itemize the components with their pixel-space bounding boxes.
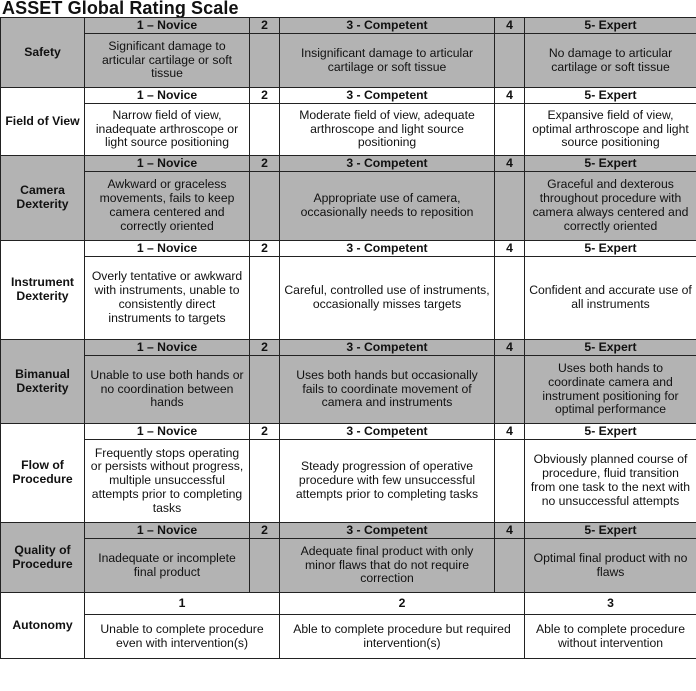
description-cell: Significant damage to articular cartilage or soft tissue xyxy=(85,34,250,88)
level-header: 2 xyxy=(250,88,280,104)
camera-dexterity-description-row xyxy=(1,172,696,241)
level-header: 2 xyxy=(250,241,280,257)
level-header: 4 xyxy=(495,241,525,257)
empty-cell xyxy=(250,172,280,241)
level-header: 5- Expert xyxy=(525,18,696,34)
description-cell: Obviously planned course of procedure, fluid transition from one task to the next with no unsuccessful attempts xyxy=(525,440,696,523)
field-of-view-header-row xyxy=(1,88,696,104)
level-header: 5- Expert xyxy=(525,340,696,356)
empty-cell xyxy=(495,356,525,424)
empty-cell xyxy=(250,104,280,156)
empty-cell xyxy=(250,440,280,523)
level-header: 3 - Competent xyxy=(280,424,495,440)
level-header: 3 - Competent xyxy=(280,18,495,34)
description-cell: Graceful and dexterous throughout procedure with camera always centered and correctly oriented xyxy=(525,172,696,241)
level-header: 3 - Competent xyxy=(280,523,495,539)
page-title: ASSET Global Rating Scale xyxy=(2,0,239,18)
bimanual-dexterity-description-row xyxy=(1,356,696,424)
level-header: 1 – Novice xyxy=(85,18,250,34)
category-label: Camera Dexterity xyxy=(1,156,85,241)
description-cell: No damage to articular cartilage or soft tissue xyxy=(525,34,696,88)
empty-cell xyxy=(250,539,280,593)
level-header: 5- Expert xyxy=(525,156,696,172)
level-header: 5- Expert xyxy=(525,88,696,104)
level-header: 2 xyxy=(250,523,280,539)
empty-cell xyxy=(250,34,280,88)
level-header: 4 xyxy=(495,424,525,440)
level-header: 2 xyxy=(250,424,280,440)
flow-of-procedure-header-row xyxy=(1,424,696,440)
category-label: Flow of Procedure xyxy=(1,424,85,523)
description-cell: Awkward or graceless movements, fails to keep camera centered and correctly oriented xyxy=(85,172,250,241)
level-header: 4 xyxy=(495,156,525,172)
description-cell: Steady progression of operative procedure with few unsuccessful attempts prior to completing tasks xyxy=(280,440,495,523)
category-label: Safety xyxy=(1,18,85,88)
level-header: 1 – Novice xyxy=(85,156,250,172)
autonomy-header-row xyxy=(1,593,696,615)
empty-cell xyxy=(495,440,525,523)
level-header: 3 - Competent xyxy=(280,88,495,104)
field-of-view-description-row xyxy=(1,104,696,156)
level-header: 4 xyxy=(495,340,525,356)
level-header: 3 - Competent xyxy=(280,340,495,356)
level-header: 3 - Competent xyxy=(280,156,495,172)
description-cell: Uses both hands to coordinate camera and instrument positioning for optimal performance xyxy=(525,356,696,424)
level-header: 1 – Novice xyxy=(85,88,250,104)
description-cell: Narrow field of view, inadequate arthroscope or light source positioning xyxy=(85,104,250,156)
level-header: 1 – Novice xyxy=(85,241,250,257)
level-header: 2 xyxy=(280,593,525,615)
description-cell: Careful, controlled use of instruments, occasionally misses targets xyxy=(280,257,495,340)
description-cell: Unable to use both hands or no coordination between hands xyxy=(85,356,250,424)
flow-of-procedure-description-row xyxy=(1,440,696,523)
description-cell: Expansive field of view, optimal arthroscope and light source positioning xyxy=(525,104,696,156)
quality-of-procedure-header-row xyxy=(1,523,696,539)
rating-scale-table xyxy=(0,17,696,659)
safety-description-row xyxy=(1,34,696,88)
camera-dexterity-header-row xyxy=(1,156,696,172)
description-cell: Able to complete procedure without intervention xyxy=(525,615,696,659)
autonomy-description-row xyxy=(1,615,696,659)
level-header: 2 xyxy=(250,18,280,34)
level-header: 5- Expert xyxy=(525,241,696,257)
description-cell: Able to complete procedure but required intervention(s) xyxy=(280,615,525,659)
description-cell: Confident and accurate use of all instruments xyxy=(525,257,696,340)
category-label: Autonomy xyxy=(1,593,85,659)
safety-header-row xyxy=(1,18,696,34)
level-header: 4 xyxy=(495,18,525,34)
level-header: 1 – Novice xyxy=(85,340,250,356)
level-header: 4 xyxy=(495,523,525,539)
level-header: 5- Expert xyxy=(525,523,696,539)
category-label: Quality of Procedure xyxy=(1,523,85,593)
empty-cell xyxy=(495,257,525,340)
empty-cell xyxy=(495,34,525,88)
category-label: Field of View xyxy=(1,88,85,156)
description-cell: Uses both hands but occasionally fails to coordinate movement of camera and instruments xyxy=(280,356,495,424)
level-header: 2 xyxy=(250,156,280,172)
level-header: 2 xyxy=(250,340,280,356)
description-cell: Frequently stops operating or persists without progress, multiple unsuccessful attempts prior to completing tasks xyxy=(85,440,250,523)
level-header: 3 - Competent xyxy=(280,241,495,257)
level-header: 1 xyxy=(85,593,280,615)
level-header: 4 xyxy=(495,88,525,104)
instrument-dexterity-description-row xyxy=(1,257,696,340)
empty-cell xyxy=(250,257,280,340)
description-cell: Adequate final product with only minor flaws that do not require correction xyxy=(280,539,495,593)
quality-of-procedure-description-row xyxy=(1,539,696,593)
level-header: 5- Expert xyxy=(525,424,696,440)
level-header: 3 xyxy=(525,593,696,615)
empty-cell xyxy=(495,104,525,156)
category-label: Bimanual Dexterity xyxy=(1,340,85,424)
description-cell: Moderate field of view, adequate arthroscope and light source positioning xyxy=(280,104,495,156)
description-cell: Insignificant damage to articular cartilage or soft tissue xyxy=(280,34,495,88)
description-cell: Unable to complete procedure even with intervention(s) xyxy=(85,615,280,659)
category-label: Instrument Dexterity xyxy=(1,241,85,340)
empty-cell xyxy=(495,539,525,593)
bimanual-dexterity-header-row xyxy=(1,340,696,356)
level-header: 1 – Novice xyxy=(85,424,250,440)
description-cell: Optimal final product with no flaws xyxy=(525,539,696,593)
description-cell: Overly tentative or awkward with instruments, unable to consistently direct instruments to targets xyxy=(85,257,250,340)
description-cell: Appropriate use of camera, occasionally needs to reposition xyxy=(280,172,495,241)
instrument-dexterity-header-row xyxy=(1,241,696,257)
empty-cell xyxy=(250,356,280,424)
level-header: 1 – Novice xyxy=(85,523,250,539)
empty-cell xyxy=(495,172,525,241)
description-cell: Inadequate or incomplete final product xyxy=(85,539,250,593)
